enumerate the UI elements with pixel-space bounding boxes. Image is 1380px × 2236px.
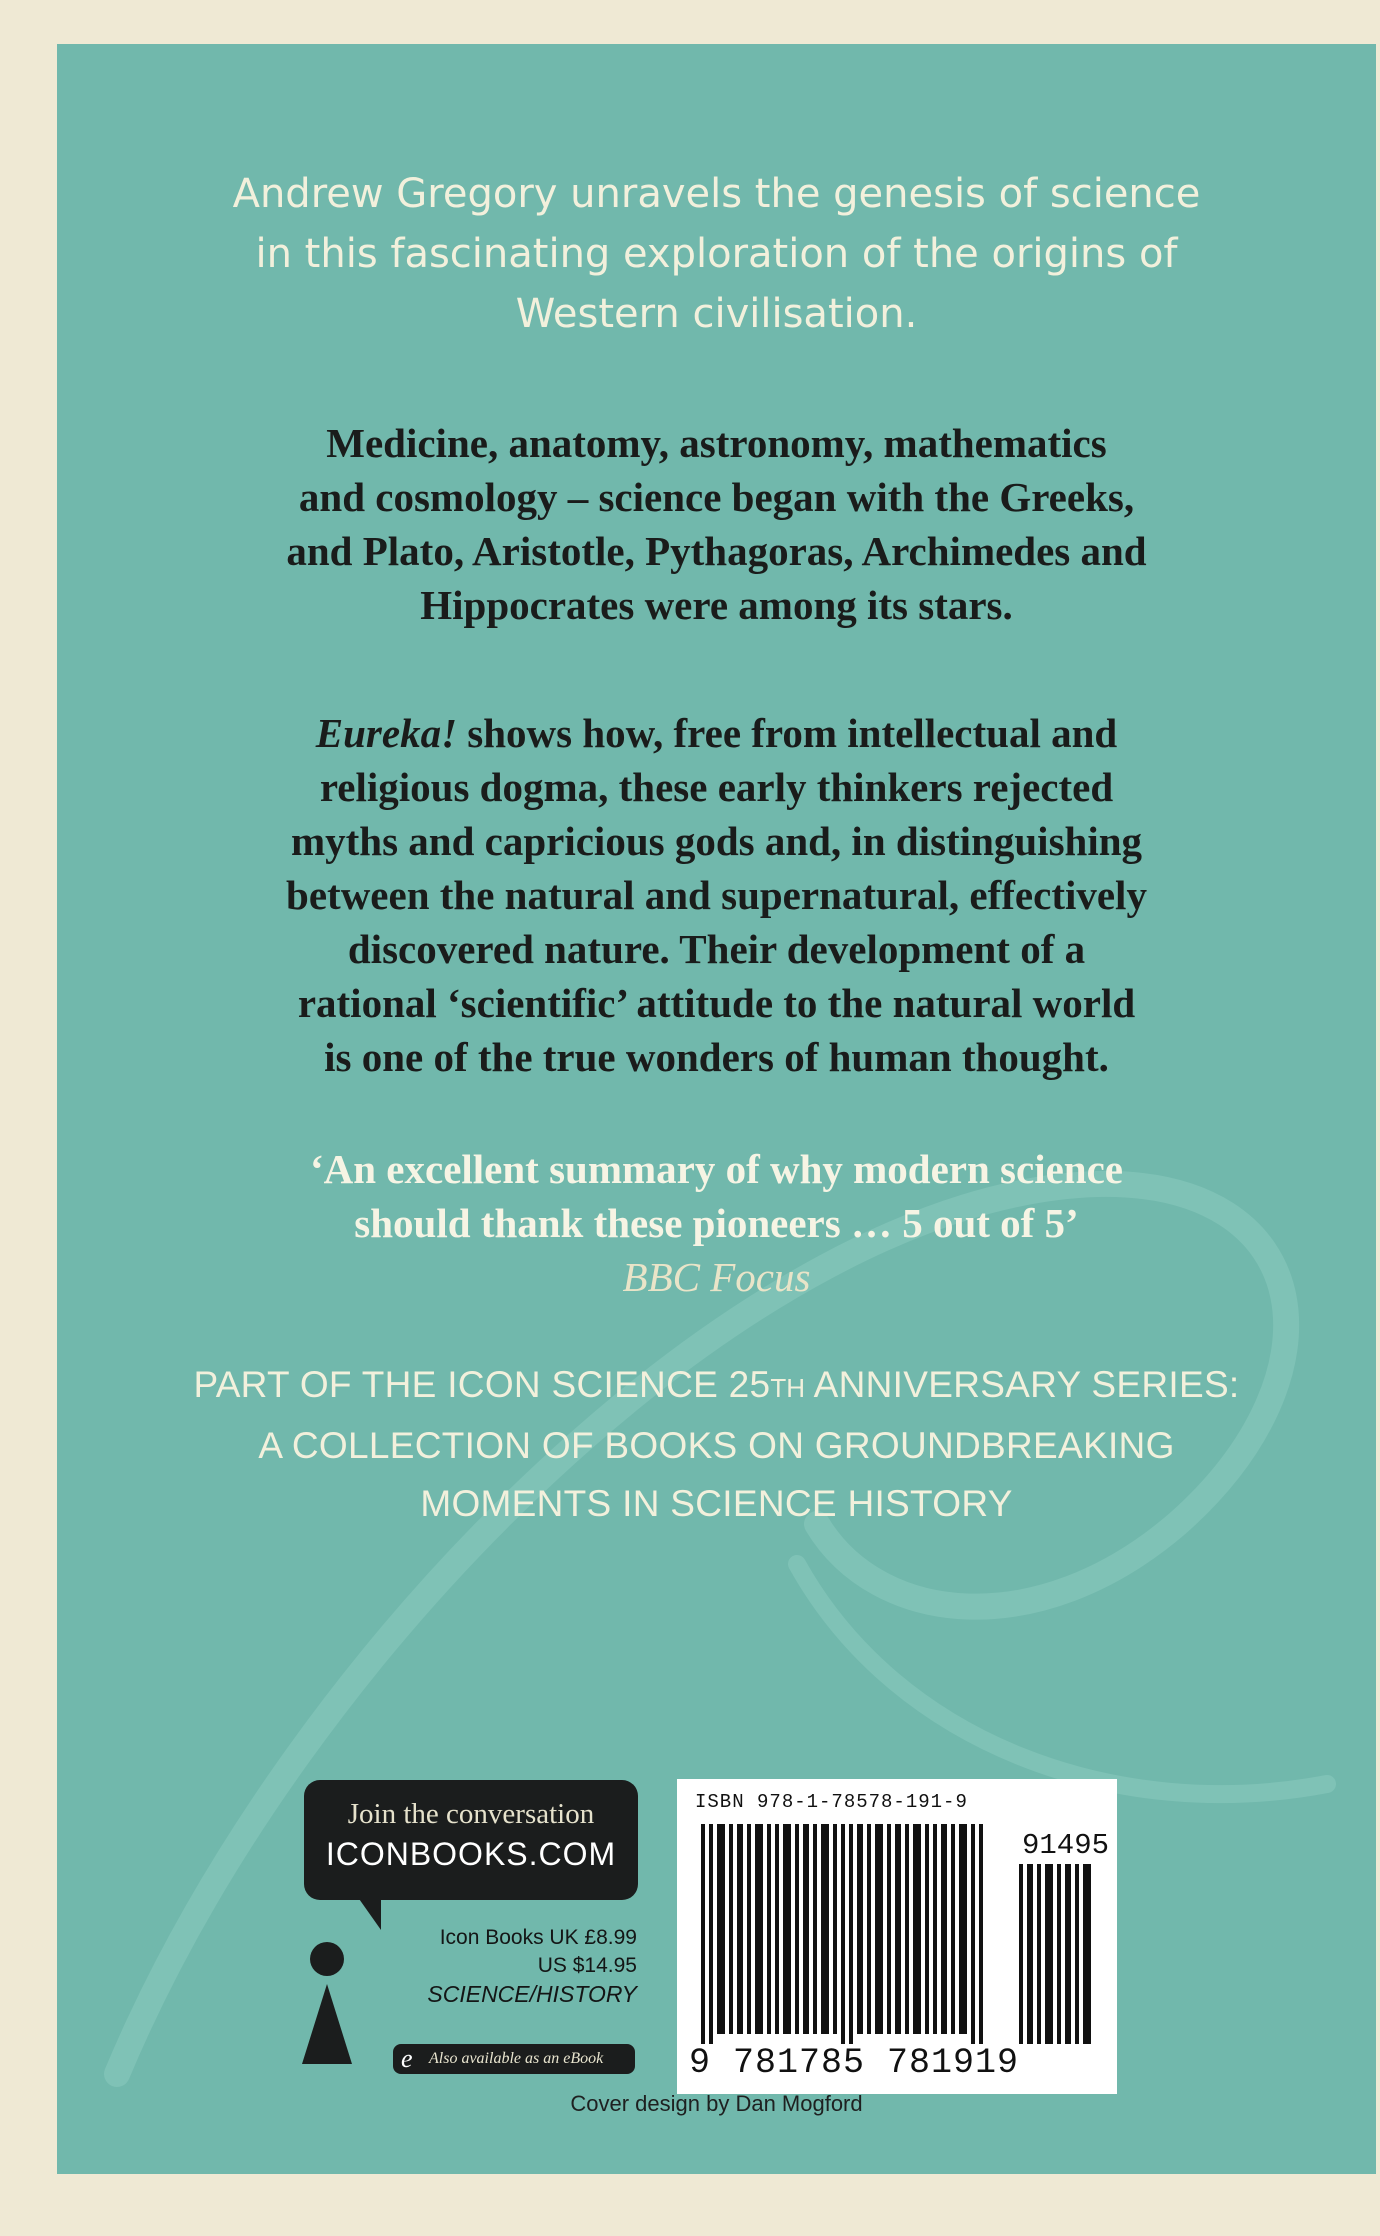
intro-line: in this fascinating exploration of the origins of	[255, 231, 1178, 277]
barcode-panel	[677, 1779, 1117, 2094]
book-title-italic: Eureka!	[315, 710, 458, 756]
series-statement	[57, 1356, 1376, 1533]
price-uk: Icon Books UK £8.99	[439, 1926, 637, 1949]
publisher-website-link[interactable]: ICONBOOKS.COM	[325, 1836, 617, 1872]
bubble-tagline: Join the conversation	[347, 1798, 595, 1830]
description-paragraph-1	[57, 416, 1376, 632]
paragraph-line: Hippocrates were among its stars.	[420, 582, 1013, 628]
quote-line: should thank these pioneers … 5 out of 5’	[354, 1200, 1079, 1246]
quote-line: ‘An excellent summary of why modern science	[309, 1146, 1123, 1192]
paragraph-line: and cosmology – science began with the Greeks,	[298, 474, 1135, 520]
paragraph-line: religious dogma, these early thinkers rejected	[319, 764, 1114, 810]
price-block	[387, 1924, 637, 2008]
cover-design-credit: Cover design by Dan Mogford	[570, 2091, 863, 2116]
paragraph-line: myths and capricious gods and, in distinguishing	[290, 818, 1143, 864]
ebook-text: Also available as an eBook	[429, 2050, 604, 2067]
series-line-1-prefix: PART OF THE ICON SCIENCE 25	[193, 1364, 771, 1405]
book-category: SCIENCE/HISTORY	[427, 1981, 637, 2007]
series-line-1	[57, 1356, 1376, 1417]
series-line-2: A COLLECTION OF BOOKS ON GROUNDBREAKING	[258, 1425, 1175, 1466]
speech-bubble	[304, 1780, 638, 1900]
intro-line: Western civilisation.	[515, 291, 918, 337]
speech-bubble-tail	[357, 1896, 381, 1930]
series-line-1-suffix: ANNIVERSARY SERIES:	[805, 1364, 1240, 1405]
ebook-icon: e	[401, 2044, 413, 2073]
quote-source: BBC Focus	[622, 1254, 811, 1300]
intro-line: Andrew Gregory unravels the genesis of science	[232, 171, 1201, 217]
isbn-text: ISBN 978-1-78578-191-9	[695, 1791, 968, 1813]
barcode-icon	[701, 1824, 1101, 2044]
icon-books-logo-icon	[310, 1942, 344, 1976]
paragraph-line-rest: shows how, free from intellectual and	[457, 710, 1118, 756]
price-us: US $14.95	[537, 1954, 637, 1977]
barcode-addon-number: 91495	[1022, 1829, 1110, 1862]
paragraph-line: rational ‘scientific’ attitude to the natural world	[297, 980, 1136, 1026]
paragraph-line: between the natural and supernatural, effectively	[286, 872, 1147, 918]
intro-paragraph	[57, 164, 1376, 344]
book-back-cover	[57, 44, 1376, 2174]
ebook-badge	[393, 2044, 635, 2074]
paragraph-line	[57, 706, 1376, 760]
review-quote	[57, 1142, 1376, 1304]
series-line-1-sup: TH	[770, 1373, 806, 1403]
paragraph-line: Medicine, anatomy, astronomy, mathematics	[326, 420, 1107, 466]
description-paragraph-2	[57, 706, 1376, 1084]
barcode-digits: 9 781785 781919	[689, 2043, 1020, 2083]
paragraph-line: and Plato, Aristotle, Pythagoras, Archimedes and	[286, 528, 1147, 574]
paragraph-line: discovered nature. Their development of a	[347, 926, 1086, 972]
paragraph-line: is one of the true wonders of human thought.	[324, 1034, 1109, 1080]
series-line-3: MOMENTS IN SCIENCE HISTORY	[420, 1483, 1013, 1524]
icon-books-logo-body-icon	[302, 1984, 352, 2064]
